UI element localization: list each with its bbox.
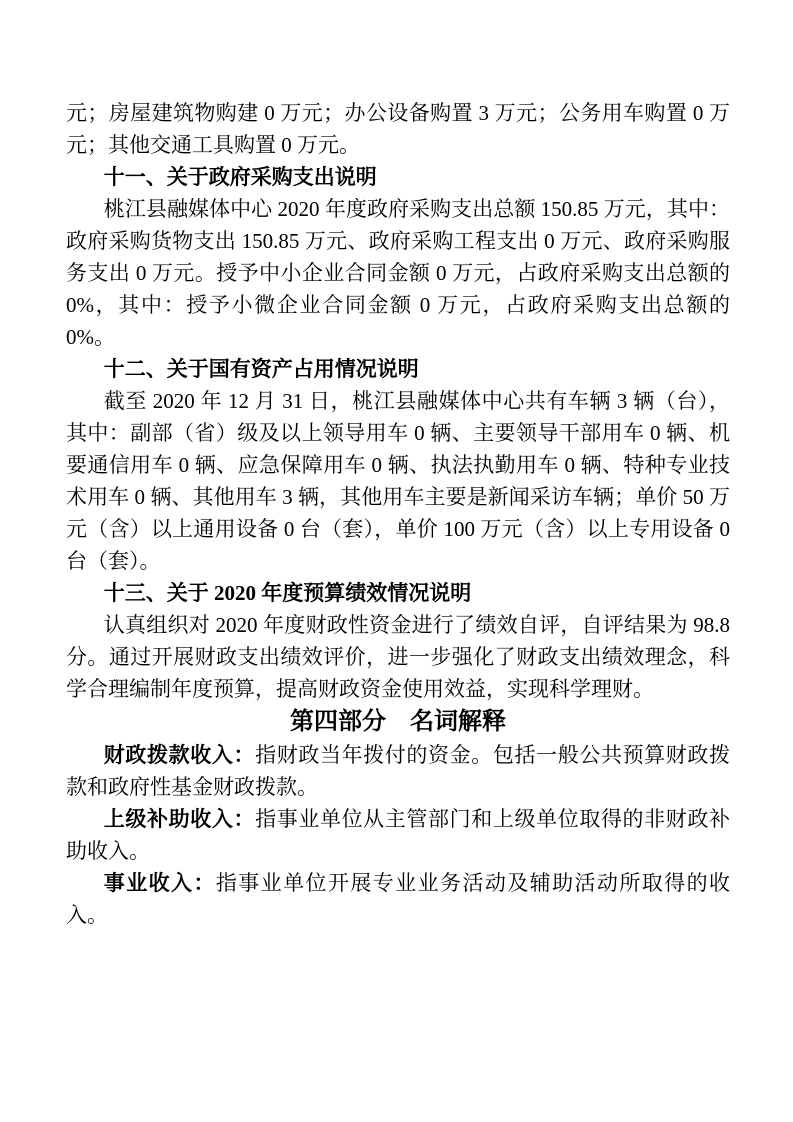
heading-section-13-budget-performance: 十三、关于 2020 年度预算绩效情况说明 xyxy=(103,581,472,605)
heading-section-11-government-procurement: 十一、关于政府采购支出说明 xyxy=(103,165,377,189)
term-paragraph-fiscal-appropriation-income xyxy=(66,739,730,803)
term-name-superior-subsidy-income: 上级补助收入： xyxy=(103,807,256,831)
document-body xyxy=(66,97,730,931)
paragraph-section-12: 截至 2020 年 12 月 31 日，桃江县融媒体中心共有车辆 3 辆（台），其中：副部（省）级及以上领导用车 0 辆、主要领导干部用车 0 辆、机要通信用车 0 辆、应急保障用车 0 辆、执法执勤用车 0 辆、特种专业技术用车 0 辆、其他用车 3 辆，其他用车主要是新闻采访车辆；单价 50 万元（含）以上通用设备 0 台（套），单价 100 万元（含）以上专用设备 0 台（套）。 xyxy=(66,389,730,573)
term-name-fiscal-appropriation-income: 财政拨款收入： xyxy=(103,743,256,767)
part-four-title: 第四部分 名词解释 xyxy=(290,709,506,735)
term-definition-superior-subsidy-income: 指事业单位从主管部门和上级单位取得的非财政补助收入。 xyxy=(66,807,731,863)
paragraph-section-13: 认真组织对 2020 年度财政性资金进行了绩效自评，自评结果为 98.8 分。通过开展财政支出绩效评价，进一步强化了财政支出绩效理念，科学合理编制年度预算，提高财政资金使用效益，实现科学理财。 xyxy=(66,613,730,701)
term-definition-operational-income: 指事业单位开展专业业务活动及辅助活动所取得的收入。 xyxy=(66,871,731,927)
term-paragraph-superior-subsidy-income xyxy=(66,803,730,867)
paragraph-page-continuation: 元；房屋建筑物购建 0 万元；办公设备购置 3 万元；公务用车购置 0 万元；其他交通工具购置 0 万元。 xyxy=(66,101,730,157)
term-paragraph-operational-income xyxy=(66,867,730,931)
term-name-operational-income: 事业收入： xyxy=(103,871,216,895)
heading-section-12-state-assets: 十二、关于国有资产占用情况说明 xyxy=(103,357,419,381)
term-definition-fiscal-appropriation-income: 指财政当年拨付的资金。包括一般公共预算财政拨款和政府性基金财政拨款。 xyxy=(66,743,731,799)
paragraph-section-11: 桃江县融媒体中心 2020 年度政府采购支出总额 150.85 万元，其中：政府采购货物支出 150.85 万元、政府采购工程支出 0 万元、政府采购服务支出 0 万元。授予中小企业合同金额 0 万元，占政府采购支出总额的 0%，其中：授予小微企业合同金额 0 万元，占政府采购支出总额的 0%。 xyxy=(66,197,730,349)
